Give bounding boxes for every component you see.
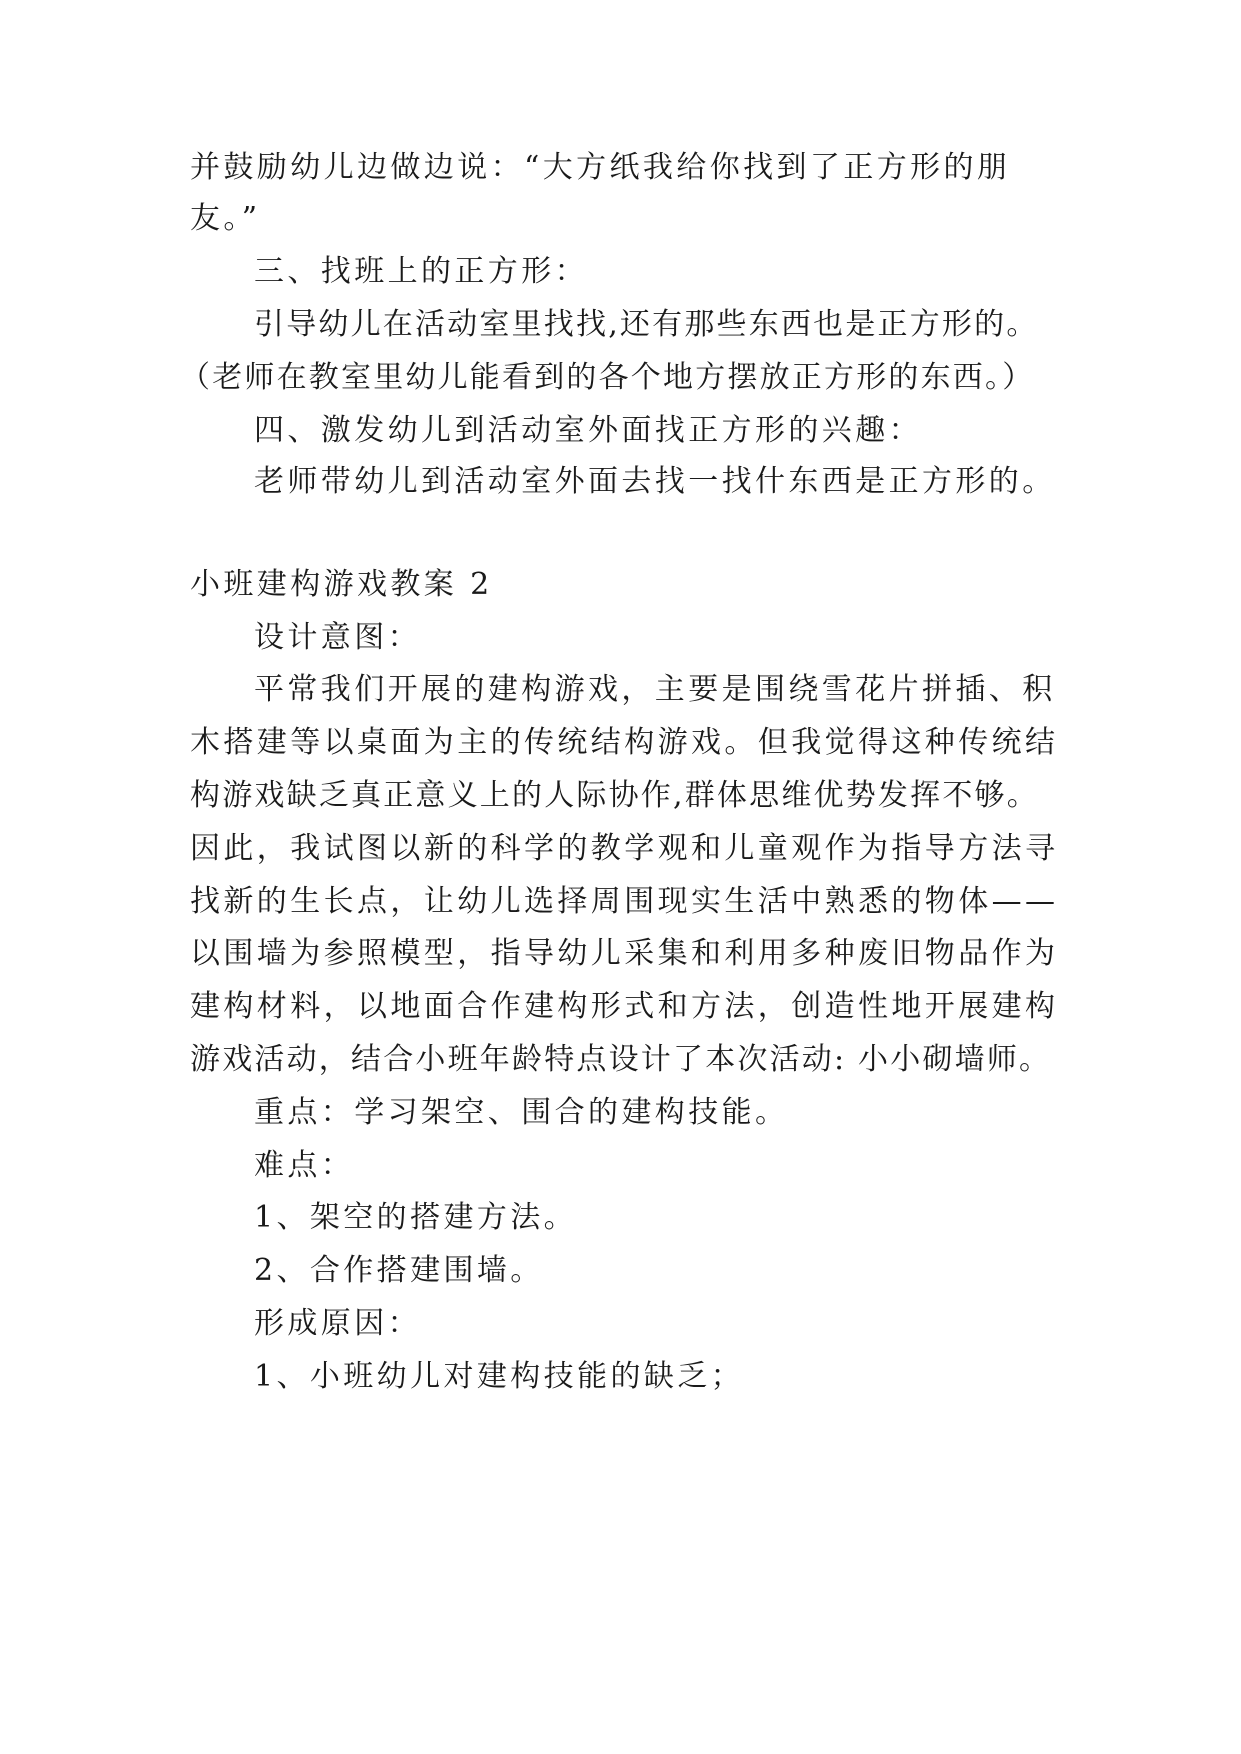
section-heading: 设计意图： [254, 620, 421, 655]
list-item: 2、合作搭建围墙。 [254, 1253, 544, 1288]
paragraph-line: 友。” [190, 201, 261, 236]
paragraph-line: 并鼓励幼儿边做边说：“大方纸我给你找到了正方形的朋 [190, 150, 1011, 185]
paragraph-line: 以围墙为参照模型，指导幼儿采集和利用多种废旧物品作为 [190, 936, 1059, 971]
document-title: 小班建构游戏教案 2 [190, 567, 493, 602]
paragraph-line: 游戏活动，结合小班年龄特点设计了本次活动: 小小砌墙师。 [190, 1042, 1052, 1077]
list-item: 1、小班幼儿对建构技能的缺乏； [254, 1359, 745, 1394]
section-heading: 四、激发幼儿到活动室外面找正方形的兴趣： [254, 413, 922, 448]
paragraph-line: 找新的生长点，让幼儿选择周围现实生活中熟悉的物体—— [190, 884, 1059, 919]
section-heading: 难点： [254, 1148, 355, 1183]
paragraph-line: 因此，我试图以新的科学的教学观和儿童观作为指导方法寻 [190, 831, 1059, 866]
paragraph-line: 引导幼儿在活动室里找找,还有那些东西也是正方形的。 [254, 307, 1039, 342]
paragraph-line: 老师带幼儿到活动室外面去找一找什东西是正方形的。 [254, 464, 1056, 499]
list-item: 1、架空的搭建方法。 [254, 1200, 578, 1235]
paragraph-line: 重点：学习架空、围合的建构技能。 [254, 1095, 789, 1130]
paragraph-line: 构游戏缺乏真正意义上的人际协作,群体思维优势发挥不够。 [190, 778, 1039, 813]
paragraph-line: 建构材料，以地面合作建构形式和方法，创造性地开展建构 [190, 989, 1059, 1024]
section-heading: 三、找班上的正方形： [254, 254, 588, 289]
paragraph-line: （老师在教室里幼儿能看到的各个地方摆放正方形的东西。） [180, 360, 1035, 395]
paragraph-line: 平常我们开展的建构游戏，主要是围绕雪花片拼插、积 [254, 672, 1056, 707]
section-heading: 形成原因： [254, 1306, 421, 1341]
paragraph-line: 木搭建等以桌面为主的传统结构游戏。但我觉得这种传统结 [190, 725, 1059, 760]
